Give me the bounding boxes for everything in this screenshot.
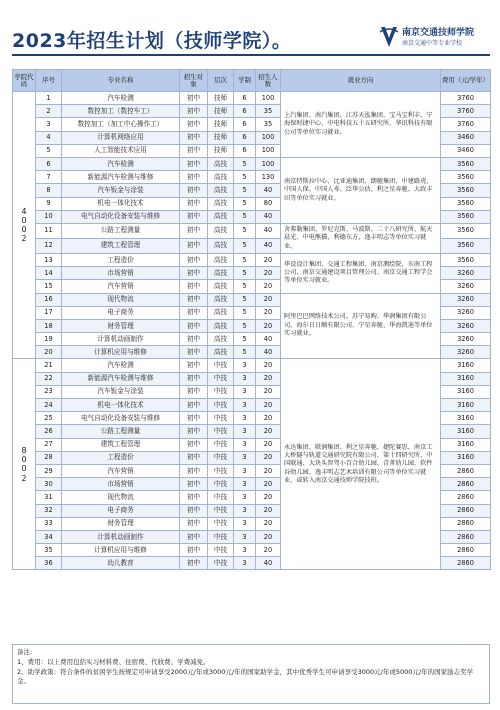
seq-cell: 25 xyxy=(36,412,62,425)
seq-cell: 19 xyxy=(36,333,62,346)
target-cell: 初中 xyxy=(180,157,208,170)
fee-cell: 3160 xyxy=(441,385,491,398)
duration-cell: 6 xyxy=(234,144,256,157)
level-cell: 高技 xyxy=(208,238,234,253)
employment-direction-cell: 阿里巴巴网络技术公司、苏宁易购、华润集团有限公司、海尔日日顺有限公司、宁星奔驰、华海凯迪等单位实习就业。 xyxy=(281,293,441,359)
level-cell: 中技 xyxy=(208,438,234,451)
major-name-cell: 幼儿教育 xyxy=(62,557,180,570)
seq-cell: 6 xyxy=(36,157,62,170)
major-name-cell: 公路工程测量 xyxy=(62,223,180,238)
target-cell: 初中 xyxy=(180,144,208,157)
fee-cell: 3560 xyxy=(441,253,491,266)
duration-cell: 5 xyxy=(234,346,256,359)
fee-cell: 3160 xyxy=(441,372,491,385)
employment-direction-cell: 永达集团、联润集团、利之星奔驰、捷陀赛思、南京工大桥隧与轨道交通研究院有限公司、第十四研究所、中国联通、大块头智驾小百合幼儿园、青菁幼儿园、软件谷幼儿园、逸丰明志艺术培训有限公司等单位实习就业、或转入南京交通技师学院技班。 xyxy=(281,359,441,570)
table-row xyxy=(13,223,491,238)
target-cell: 初中 xyxy=(180,306,208,319)
seq-cell: 8 xyxy=(36,184,62,197)
quota-cell: 80 xyxy=(256,197,281,210)
major-name-cell: 机电一体化技术 xyxy=(62,399,180,412)
quota-cell: 20 xyxy=(256,544,281,557)
column-header: 费用（元/学年） xyxy=(441,70,491,92)
table-header-row xyxy=(13,70,491,92)
level-cell: 技师 xyxy=(208,131,234,144)
quota-cell: 40 xyxy=(256,346,281,359)
target-cell: 初中 xyxy=(180,280,208,293)
page-title: 2023年招生计划（技师学院）。 xyxy=(12,30,292,52)
fee-cell: 3560 xyxy=(441,197,491,210)
seq-cell: 30 xyxy=(36,478,62,491)
fee-cell: 3260 xyxy=(441,293,491,306)
duration-cell: 5 xyxy=(234,157,256,170)
employment-direction-cell: 南京特斯拉中心、比亚迪集团、朗驰集团、中建路虎、中国人保、中国人寿、泛华公估、利之星奔驰、大政丰田等单位实习就业。 xyxy=(281,157,441,223)
level-cell: 中技 xyxy=(208,359,234,372)
level-cell: 高技 xyxy=(208,184,234,197)
level-cell: 高技 xyxy=(208,280,234,293)
fee-cell: 3560 xyxy=(441,157,491,170)
fee-cell: 3560 xyxy=(441,171,491,184)
table-row xyxy=(13,92,491,105)
level-cell: 中技 xyxy=(208,544,234,557)
employment-direction-cell: 舍弗勒集团、罗尼克斯、马波斯、二十八研究所、航天晨光、中电熊猫、利德东方、逸丰明志等单位实习就业。 xyxy=(281,223,441,253)
fee-cell: 3160 xyxy=(441,438,491,451)
quota-cell: 20 xyxy=(256,385,281,398)
fee-cell: 3460 xyxy=(441,144,491,157)
duration-cell: 3 xyxy=(234,372,256,385)
level-cell: 中技 xyxy=(208,504,234,517)
college-code: 4 0 0 2 xyxy=(21,206,27,244)
column-header: 学院代码 xyxy=(13,70,36,92)
target-cell: 初中 xyxy=(180,238,208,253)
target-cell: 初中 xyxy=(180,517,208,530)
column-header: 层次 xyxy=(208,70,234,92)
quota-cell: 20 xyxy=(256,425,281,438)
quota-cell: 100 xyxy=(256,157,281,170)
major-name-cell: 数控加工（数控车工） xyxy=(62,105,180,118)
major-name-cell: 建筑工程管理 xyxy=(62,238,180,253)
major-name-cell: 市场营销 xyxy=(62,478,180,491)
level-cell: 中技 xyxy=(208,412,234,425)
table-row xyxy=(13,157,491,170)
target-cell: 初中 xyxy=(180,184,208,197)
major-name-cell: 数控加工（加工中心操作工） xyxy=(62,118,180,131)
duration-cell: 3 xyxy=(234,478,256,491)
level-cell: 高技 xyxy=(208,210,234,223)
quota-cell: 20 xyxy=(256,530,281,543)
major-name-cell: 汽车钣金与涂装 xyxy=(62,184,180,197)
target-cell: 初中 xyxy=(180,478,208,491)
duration-cell: 6 xyxy=(234,105,256,118)
employment-direction-cell: 华设设计集团、交通工程集团、南京测绘院、东南工程公司、南京交通建设项目管理公司、南京交通工程学会等单位实习就业。 xyxy=(281,253,441,293)
level-cell: 技师 xyxy=(208,144,234,157)
fee-cell: 3260 xyxy=(441,333,491,346)
duration-cell: 3 xyxy=(234,464,256,477)
target-cell: 初中 xyxy=(180,451,208,464)
seq-cell: 15 xyxy=(36,280,62,293)
duration-cell: 3 xyxy=(234,557,256,570)
fee-cell: 3560 xyxy=(441,210,491,223)
quota-cell: 40 xyxy=(256,210,281,223)
fee-cell: 3260 xyxy=(441,319,491,332)
major-name-cell: 电气自动化设备安装与维修 xyxy=(62,412,180,425)
seq-cell: 9 xyxy=(36,197,62,210)
header xyxy=(0,0,500,58)
notes-heading: 备注: xyxy=(17,648,33,656)
seq-cell: 5 xyxy=(36,144,62,157)
target-cell: 初中 xyxy=(180,464,208,477)
quota-cell: 20 xyxy=(256,464,281,477)
target-cell: 初中 xyxy=(180,267,208,280)
column-header: 就业方向 xyxy=(281,70,441,92)
seq-cell: 18 xyxy=(36,319,62,332)
seq-cell: 16 xyxy=(36,293,62,306)
major-name-cell: 电子商务 xyxy=(62,306,180,319)
seq-cell: 4 xyxy=(36,131,62,144)
employment-direction-cell: 上汽集团、南汽集团、江苏天泓集团、宝马宝利丰、宁海保时捷中心、中电科技五十五研究所、华讯科技有限公司等单位实习就业。 xyxy=(281,92,441,158)
level-cell: 中技 xyxy=(208,557,234,570)
major-name-cell: 机电一体化技术 xyxy=(62,197,180,210)
duration-cell: 5 xyxy=(234,210,256,223)
fee-cell: 3160 xyxy=(441,451,491,464)
duration-cell: 3 xyxy=(234,544,256,557)
target-cell: 初中 xyxy=(180,171,208,184)
level-cell: 高技 xyxy=(208,223,234,238)
quota-cell: 20 xyxy=(256,267,281,280)
target-cell: 初中 xyxy=(180,557,208,570)
target-cell: 初中 xyxy=(180,333,208,346)
major-name-cell: 建筑工程管理 xyxy=(62,438,180,451)
seq-cell: 23 xyxy=(36,385,62,398)
duration-cell: 5 xyxy=(234,197,256,210)
table-row xyxy=(13,293,491,306)
logo-school-name: 南京交通技师学院 xyxy=(402,28,475,38)
duration-cell: 3 xyxy=(234,359,256,372)
duration-cell: 5 xyxy=(234,280,256,293)
duration-cell: 5 xyxy=(234,184,256,197)
quota-cell: 40 xyxy=(256,223,281,238)
seq-cell: 28 xyxy=(36,451,62,464)
fee-cell: 3260 xyxy=(441,306,491,319)
duration-cell: 5 xyxy=(234,267,256,280)
duration-cell: 3 xyxy=(234,517,256,530)
seq-cell: 34 xyxy=(36,530,62,543)
table-row xyxy=(13,359,491,372)
college-code-cell xyxy=(13,92,36,359)
level-cell: 高技 xyxy=(208,157,234,170)
target-cell: 初中 xyxy=(180,197,208,210)
target-cell: 初中 xyxy=(180,385,208,398)
target-cell: 初中 xyxy=(180,293,208,306)
major-name-cell: 财务管理 xyxy=(62,517,180,530)
duration-cell: 3 xyxy=(234,438,256,451)
major-name-cell: 汽车营销 xyxy=(62,464,180,477)
target-cell: 初中 xyxy=(180,118,208,131)
fee-cell: 2860 xyxy=(441,491,491,504)
seq-cell: 17 xyxy=(36,306,62,319)
fee-cell: 2860 xyxy=(441,478,491,491)
fee-cell: 3260 xyxy=(441,280,491,293)
fee-cell: 2860 xyxy=(441,464,491,477)
major-name-cell: 财务管理 xyxy=(62,319,180,332)
target-cell: 初中 xyxy=(180,210,208,223)
quota-cell: 20 xyxy=(256,359,281,372)
duration-cell: 5 xyxy=(234,306,256,319)
duration-cell: 5 xyxy=(234,319,256,332)
seq-cell: 35 xyxy=(36,544,62,557)
major-name-cell: 新能源汽车检测与维修 xyxy=(62,372,180,385)
seq-cell: 2 xyxy=(36,105,62,118)
fee-cell: 3160 xyxy=(441,359,491,372)
school-logo xyxy=(378,22,490,54)
level-cell: 中技 xyxy=(208,399,234,412)
major-name-cell: 新能源汽车检测与维修 xyxy=(62,171,180,184)
level-cell: 高技 xyxy=(208,253,234,266)
target-cell: 初中 xyxy=(180,319,208,332)
column-header: 学制 xyxy=(234,70,256,92)
quota-cell: 35 xyxy=(256,118,281,131)
level-cell: 高技 xyxy=(208,319,234,332)
quota-cell: 20 xyxy=(256,451,281,464)
level-cell: 中技 xyxy=(208,530,234,543)
target-cell: 初中 xyxy=(180,372,208,385)
level-cell: 中技 xyxy=(208,425,234,438)
fee-cell: 3560 xyxy=(441,223,491,238)
fee-cell: 3560 xyxy=(441,184,491,197)
seq-cell: 24 xyxy=(36,399,62,412)
notes-item-fees: 1、费用：以上费用包括实习材料费、住宿费、代收费、学费减免。 xyxy=(17,657,210,666)
level-cell: 高技 xyxy=(208,171,234,184)
fee-cell: 2860 xyxy=(441,504,491,517)
major-name-cell: 现代物流 xyxy=(62,293,180,306)
college-code-cell xyxy=(13,359,36,570)
major-name-cell: 电子商务 xyxy=(62,504,180,517)
column-header: 招生人数 xyxy=(256,70,281,92)
quota-cell: 100 xyxy=(256,92,281,105)
major-name-cell: 计算机动画制作 xyxy=(62,530,180,543)
seq-cell: 13 xyxy=(36,253,62,266)
level-cell: 技师 xyxy=(208,92,234,105)
seq-cell: 22 xyxy=(36,372,62,385)
level-cell: 高技 xyxy=(208,346,234,359)
major-name-cell: 市场营销 xyxy=(62,267,180,280)
duration-cell: 5 xyxy=(234,253,256,266)
column-header: 招生对象 xyxy=(180,70,208,92)
major-name-cell: 汽车钣金与涂装 xyxy=(62,385,180,398)
target-cell: 初中 xyxy=(180,544,208,557)
seq-cell: 27 xyxy=(36,438,62,451)
duration-cell: 5 xyxy=(234,333,256,346)
fee-cell: 3160 xyxy=(441,425,491,438)
level-cell: 中技 xyxy=(208,517,234,530)
fee-cell: 2860 xyxy=(441,557,491,570)
major-name-cell: 计算机动画制作 xyxy=(62,333,180,346)
seq-cell: 10 xyxy=(36,210,62,223)
seq-cell: 29 xyxy=(36,464,62,477)
seq-cell: 26 xyxy=(36,425,62,438)
fee-cell: 3260 xyxy=(441,267,491,280)
quota-cell: 130 xyxy=(256,171,281,184)
target-cell: 初中 xyxy=(180,105,208,118)
major-name-cell: 计算机应用与维修 xyxy=(62,544,180,557)
enrollment-plan-table xyxy=(12,69,491,570)
major-name-cell: 汽车检测 xyxy=(62,157,180,170)
seq-cell: 14 xyxy=(36,267,62,280)
notes-item-aid-policy: 2、助学政策：符合条件的贫困学生按规定可申请享受2000元/年或3000元/年的国家助学金，其中优秀学生可申请享受3000元/年或5000元/年的国家励志奖学金。 xyxy=(17,667,474,686)
target-cell: 初中 xyxy=(180,92,208,105)
target-cell: 初中 xyxy=(180,131,208,144)
seq-cell: 31 xyxy=(36,491,62,504)
level-cell: 高技 xyxy=(208,306,234,319)
seq-cell: 12 xyxy=(36,238,62,253)
level-cell: 中技 xyxy=(208,385,234,398)
major-name-cell: 计算机网络应用 xyxy=(62,131,180,144)
duration-cell: 6 xyxy=(234,92,256,105)
duration-cell: 3 xyxy=(234,412,256,425)
level-cell: 中技 xyxy=(208,464,234,477)
seq-cell: 21 xyxy=(36,359,62,372)
school-emblem-icon xyxy=(378,24,400,50)
duration-cell: 3 xyxy=(234,530,256,543)
college-code: 8 0 0 2 xyxy=(21,446,27,483)
quota-cell: 20 xyxy=(256,253,281,266)
major-name-cell: 计算机应用与维修 xyxy=(62,346,180,359)
quota-cell: 20 xyxy=(256,478,281,491)
quota-cell: 40 xyxy=(256,184,281,197)
target-cell: 初中 xyxy=(180,359,208,372)
notes-box xyxy=(12,644,490,704)
seq-cell: 20 xyxy=(36,346,62,359)
quota-cell: 20 xyxy=(256,517,281,530)
level-cell: 高技 xyxy=(208,197,234,210)
seq-cell: 1 xyxy=(36,92,62,105)
level-cell: 技师 xyxy=(208,118,234,131)
duration-cell: 5 xyxy=(234,238,256,253)
header-divider xyxy=(12,54,490,56)
duration-cell: 3 xyxy=(234,451,256,464)
level-cell: 中技 xyxy=(208,491,234,504)
fee-cell: 2860 xyxy=(441,517,491,530)
quota-cell: 20 xyxy=(256,319,281,332)
level-cell: 中技 xyxy=(208,372,234,385)
duration-cell: 3 xyxy=(234,491,256,504)
target-cell: 初中 xyxy=(180,530,208,543)
quota-cell: 20 xyxy=(256,293,281,306)
quota-cell: 100 xyxy=(256,131,281,144)
seq-cell: 11 xyxy=(36,223,62,238)
fee-cell: 2860 xyxy=(441,544,491,557)
fee-cell: 2860 xyxy=(441,530,491,543)
seq-cell: 7 xyxy=(36,171,62,184)
quota-cell: 20 xyxy=(256,504,281,517)
target-cell: 初中 xyxy=(180,438,208,451)
column-header: 序号 xyxy=(36,70,62,92)
duration-cell: 6 xyxy=(234,118,256,131)
fee-cell: 3460 xyxy=(441,131,491,144)
target-cell: 初中 xyxy=(180,504,208,517)
quota-cell: 20 xyxy=(256,280,281,293)
logo-school-subname: 南京交通中等专业学校 xyxy=(402,40,463,47)
major-name-cell: 公路工程测量 xyxy=(62,425,180,438)
major-name-cell: 汽车检测 xyxy=(62,92,180,105)
level-cell: 高技 xyxy=(208,333,234,346)
quota-cell: 20 xyxy=(256,412,281,425)
table-body xyxy=(13,92,491,570)
duration-cell: 3 xyxy=(234,385,256,398)
seq-cell: 32 xyxy=(36,504,62,517)
target-cell: 初中 xyxy=(180,399,208,412)
major-name-cell: 工程造价 xyxy=(62,451,180,464)
quota-cell: 20 xyxy=(256,306,281,319)
major-name-cell: 工程造价 xyxy=(62,253,180,266)
target-cell: 初中 xyxy=(180,412,208,425)
fee-cell: 3760 xyxy=(441,118,491,131)
major-name-cell: 人工智能技术应用 xyxy=(62,144,180,157)
quota-cell: 40 xyxy=(256,238,281,253)
level-cell: 中技 xyxy=(208,451,234,464)
fee-cell: 3760 xyxy=(441,105,491,118)
major-name-cell: 汽车营销 xyxy=(62,280,180,293)
major-name-cell: 现代物流 xyxy=(62,491,180,504)
seq-cell: 3 xyxy=(36,118,62,131)
duration-cell: 5 xyxy=(234,223,256,238)
duration-cell: 3 xyxy=(234,504,256,517)
target-cell: 初中 xyxy=(180,491,208,504)
quota-cell: 20 xyxy=(256,399,281,412)
quota-cell: 20 xyxy=(256,438,281,451)
major-name-cell: 汽车检测 xyxy=(62,359,180,372)
fee-cell: 3160 xyxy=(441,399,491,412)
duration-cell: 3 xyxy=(234,399,256,412)
duration-cell: 6 xyxy=(234,131,256,144)
quota-cell: 35 xyxy=(256,105,281,118)
duration-cell: 5 xyxy=(234,171,256,184)
target-cell: 初中 xyxy=(180,223,208,238)
level-cell: 技师 xyxy=(208,105,234,118)
major-name-cell: 电气自动化设备安装与维修 xyxy=(62,210,180,223)
fee-cell: 3760 xyxy=(441,92,491,105)
fee-cell: 3260 xyxy=(441,346,491,359)
target-cell: 初中 xyxy=(180,253,208,266)
fee-cell: 3160 xyxy=(441,412,491,425)
column-header: 专业名称 xyxy=(62,70,180,92)
quota-cell: 20 xyxy=(256,372,281,385)
quota-cell: 40 xyxy=(256,333,281,346)
level-cell: 中技 xyxy=(208,478,234,491)
quota-cell: 40 xyxy=(256,557,281,570)
quota-cell: 100 xyxy=(256,144,281,157)
quota-cell: 20 xyxy=(256,491,281,504)
duration-cell: 5 xyxy=(234,293,256,306)
fee-cell: 3560 xyxy=(441,238,491,253)
seq-cell: 36 xyxy=(36,557,62,570)
level-cell: 高技 xyxy=(208,267,234,280)
target-cell: 初中 xyxy=(180,346,208,359)
seq-cell: 33 xyxy=(36,517,62,530)
duration-cell: 3 xyxy=(234,425,256,438)
level-cell: 高技 xyxy=(208,293,234,306)
target-cell: 初中 xyxy=(180,425,208,438)
table-row xyxy=(13,253,491,266)
